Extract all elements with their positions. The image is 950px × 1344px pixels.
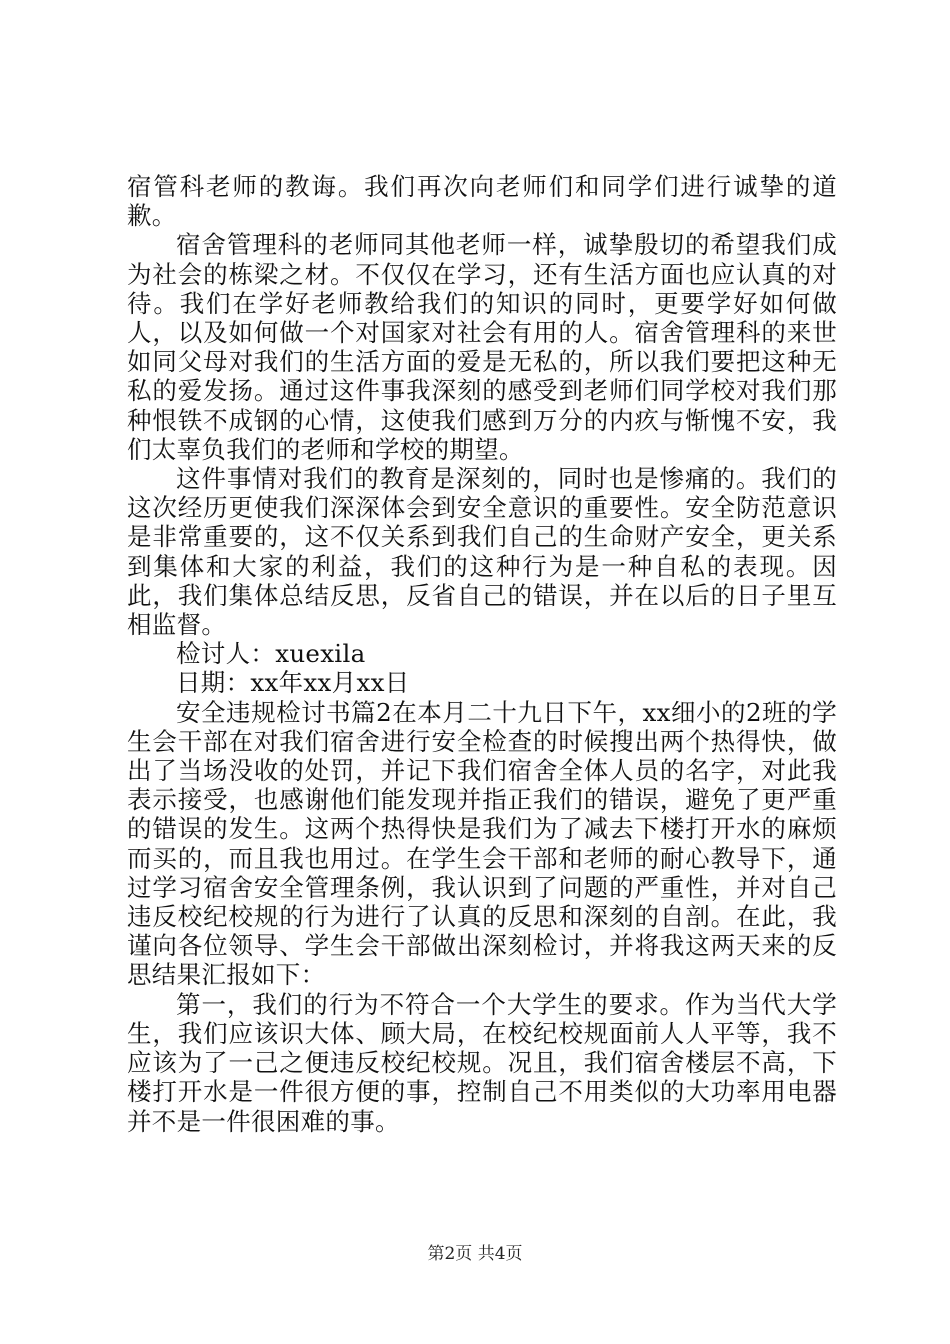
paragraph-2: 宿舍管理科的老师同其他老师一样，诚挚殷切的希望我们成为社会的栋梁之材。不仅仅在学习，还有生活方面也应认真的对待。我们在学好老师教给我们的知识的同时，更要学好如何做人，以及如何做一个对国家对社会有用的人。宿舍管理科的来世如同父母对我们的生活方面的爱是无私的，所以我们要把这种无私的爱发扬。通过这件事我深刻的感受到老师们同学校对我们那种恨铁不成钢的心情，这使我们感到万分的内疚与惭愧不安，我们太辜负我们的老师和学校的期望。: [127, 230, 837, 464]
paragraph-6: 安全违规检讨书篇2在本月二十九日下午，xx细小的2班的学生会干部在对我们宿舍进行安全检查的时候搜出两个热得快，做出了当场没收的处罚，并记下我们宿舍全体人员的名字，对此我表示接受，也感谢他们能发现并指正我们的错误，避免了更严重的错误的发生。这两个热得快是我们为了减去下楼打开水的麻烦而买的，而且我也用过。在学生会干部和老师的耐心教导下，通过学习宿舍安全管理条例，我认识到了问题的严重性，并对自己违反校纪校规的行为进行了认真的反思和深刻的自剖。在此，我谨向各位领导、学生会干部做出深刻检讨，并将我这两天来的反思结果汇报如下：: [127, 697, 837, 990]
reviewer-line: 检讨人：xuexila: [176, 639, 366, 669]
paragraph-1: 宿管科老师的教诲。我们再次向老师们和同学们进行诚挚的道歉。: [127, 172, 837, 231]
document-body: [127, 172, 837, 1136]
paragraph-3: 这件事情对我们的教育是深刻的，同时也是惨痛的。我们的这次经历更使我们深深体会到安全意识的重要性。安全防范意识是非常重要的，这不仅关系到我们自己的生命财产安全，更关系到集体和大家的利益，我们的这种行为是一种自私的表现。因此，我们集体总结反思，反省自己的错误，并在以后的日子里互相监督。: [127, 464, 837, 640]
date-line: 日期：xx年xx月xx日: [176, 668, 410, 698]
page-number-footer: 第2页 共4页: [427, 1244, 523, 1264]
paragraph-7: 第一，我们的行为不符合一个大学生的要求。作为当代大学生，我们应该识大体、顾大局，在校纪校规面前人人平等，我不应该为了一己之便违反校纪校规。况且，我们宿舍楼层不高，下楼打开水是一件很方便的事，控制自己不用类似的大功率用电器并不是一件很困难的事。: [127, 989, 837, 1136]
